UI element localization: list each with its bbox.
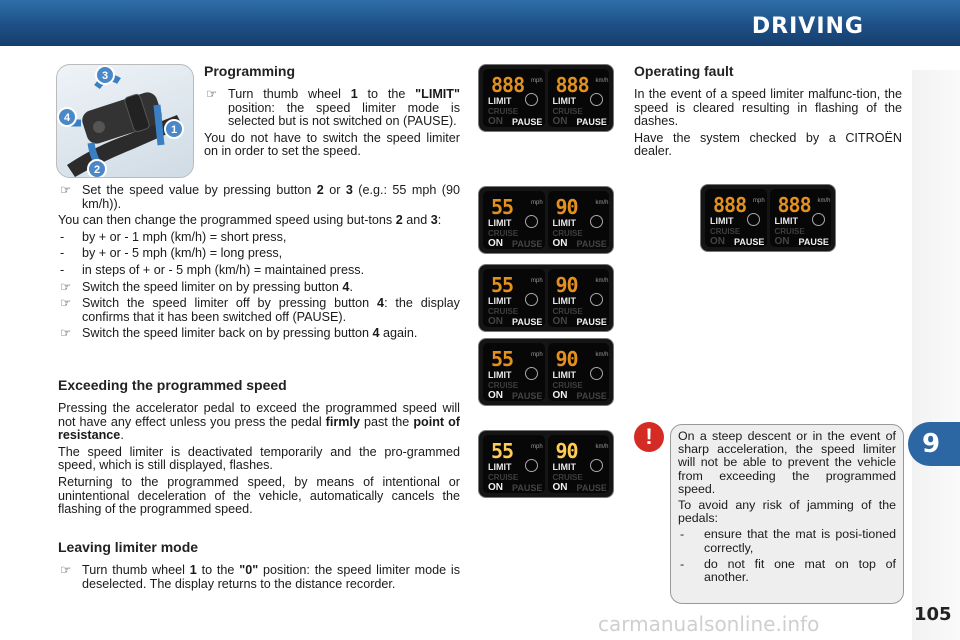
callout-4: 4 xyxy=(63,112,71,124)
exceeding-p3: Returning to the programmed speed, by means of intentional or unintentional deceleration of the vehicle, automatically cancels the flashing of the programmed speed. xyxy=(58,474,460,517)
warning-icon: ! xyxy=(634,422,664,452)
step-set-speed: ☞ Set the speed value by pressing button 2 or 3 (e.g.: 55 mph (90 km/h)). xyxy=(60,183,460,211)
display-speed: 90 xyxy=(555,439,578,463)
watermark: carmanualsonline.info xyxy=(598,612,820,636)
display-speed: 90 xyxy=(555,273,578,297)
warning-item: - ensure that the mat is posi-tioned correctly, xyxy=(680,527,896,555)
programming-note: You do not have to switch the speed limiter on in order to set the speed. xyxy=(204,130,460,159)
warning-p2: To avoid any risk of jamming of the pedals: xyxy=(678,498,896,526)
pointer-icon: ☞ xyxy=(60,279,72,294)
chapter-number: 9 xyxy=(922,429,941,459)
step-switch-back: ☞ Switch the speed limiter back on by pressing button 4 again. xyxy=(60,326,418,341)
display-speed: 90 xyxy=(555,347,578,371)
callout-2: 2 xyxy=(93,164,101,176)
speedometer-icon xyxy=(590,293,603,306)
callout-1: 1 xyxy=(170,124,178,136)
fault-p2: Have the system checked by a CITROËN dealer. xyxy=(634,130,902,159)
display-speed: 888 xyxy=(555,73,589,97)
display-set-speed xyxy=(478,186,614,254)
callout-3: 3 xyxy=(101,70,109,82)
exceeding-text xyxy=(58,402,460,520)
pointer-icon: ☞ xyxy=(60,296,72,311)
fault-p1: In the event of a speed limiter malfunc-tion, the speed is cleared resulting in flashing of the dashes. xyxy=(634,87,902,129)
warning-item: - do not fit one mat on top of another. xyxy=(680,556,896,585)
pointer-icon: ☞ xyxy=(60,183,72,197)
step-leave: ☞ Turn thumb wheel 1 to the "0" position: the speed limiter mode is deselected. The display returns to the distance recorder. xyxy=(60,563,460,591)
speedometer-icon xyxy=(590,215,603,228)
display-speed: 55 xyxy=(491,195,514,219)
display-pane-kmh: 888 km/h LIMIT CRUISE ON PAUSE xyxy=(770,189,832,247)
dash-item: - by + or - 5 mph (km/h) = long press, xyxy=(60,246,283,261)
display-pane-kmh: 90 km/h LIMIT CRUISE ON PAUSE xyxy=(548,343,610,401)
dash-item: - by + or - 1 mph (km/h) = short press, xyxy=(60,229,287,244)
page-number: 105 xyxy=(914,604,952,625)
leaving-text xyxy=(58,564,460,594)
speedometer-icon xyxy=(525,215,538,228)
chapter-tab xyxy=(908,422,960,466)
pointer-icon: ☞ xyxy=(60,563,72,577)
display-pane-kmh: 888 km/h LIMIT CRUISE ON PAUSE xyxy=(548,69,610,127)
display-speed: 55 xyxy=(491,347,514,371)
operating-fault-text xyxy=(634,88,902,162)
display-pane-kmh: 90 km/h LIMIT CRUISE ON PAUSE xyxy=(548,191,610,249)
display-speed: 55 xyxy=(491,273,514,297)
display-pane-mph: 888 mph LIMIT CRUISE ON PAUSE xyxy=(705,189,767,247)
display-pause-dashes xyxy=(478,64,614,132)
speedometer-icon xyxy=(525,93,538,106)
display-fault-dashes xyxy=(700,184,836,252)
speedometer-icon xyxy=(747,213,760,226)
display-pane-mph: 55 mph LIMIT CRUISE ON PAUSE xyxy=(483,435,545,493)
speedometer-icon xyxy=(525,367,538,380)
display-speed: 888 xyxy=(713,193,747,217)
speed-limiter-stalk-photo xyxy=(56,64,194,178)
step-switch-off: ☞ Switch the speed limiter off by pressing button 4: the display confirms that it has been switched off (PAUSE). xyxy=(60,296,460,324)
page-title: DRIVING xyxy=(751,14,864,39)
pointer-icon: ☞ xyxy=(60,326,72,341)
speedometer-icon xyxy=(590,367,603,380)
page-side-strip xyxy=(912,70,960,640)
display-pane-mph: 55 mph LIMIT CRUISE ON PAUSE xyxy=(483,269,545,327)
display-speed: 90 xyxy=(555,195,578,219)
warning-box xyxy=(670,424,904,604)
display-speed: 888 xyxy=(777,193,811,217)
display-flashing xyxy=(478,430,614,498)
change-intro: You can then change the programmed speed using but-tons 2 and 3: xyxy=(58,213,442,228)
dash-item: - in steps of + or - 5 mph (km/h) = maintained press. xyxy=(60,262,365,277)
operating-fault-heading: Operating fault xyxy=(634,63,734,79)
programming-intro xyxy=(204,88,460,162)
step-turn-wheel: ☞ Turn thumb wheel 1 to the "LIMIT" position: the speed limiter mode is selected but is not switched on (PAUSE). xyxy=(206,87,460,129)
display-pane-mph: 888 mph LIMIT CRUISE ON PAUSE xyxy=(483,69,545,127)
speedometer-icon xyxy=(590,459,603,472)
pointer-icon: ☞ xyxy=(206,87,218,101)
step-switch-on: ☞ Switch the speed limiter on by pressing button 4. xyxy=(60,279,353,294)
display-pane-kmh: 90 km/h LIMIT CRUISE ON PAUSE xyxy=(548,435,610,493)
display-pane-mph: 55 mph LIMIT CRUISE ON PAUSE xyxy=(483,343,545,401)
exceeding-heading: Exceeding the programmed speed xyxy=(58,377,287,393)
exceeding-p2: The speed limiter is deactivated temporarily and the pro-grammed speed, which is still displayed, flashes. xyxy=(58,444,460,473)
display-resumed xyxy=(478,338,614,406)
display-paused xyxy=(478,264,614,332)
exceeding-p1: Pressing the accelerator pedal to exceed the programmed speed will not have any effect unless you press the pedal firmly past the point of resistance. xyxy=(58,401,460,443)
speedometer-icon xyxy=(590,93,603,106)
display-speed: 888 xyxy=(491,73,525,97)
header-bar xyxy=(0,0,960,46)
display-speed: 55 xyxy=(491,439,514,463)
programming-steps xyxy=(58,184,460,344)
display-pane-kmh: 90 km/h LIMIT CRUISE ON PAUSE xyxy=(548,269,610,327)
programming-heading: Programming xyxy=(204,63,296,79)
speedometer-icon xyxy=(812,213,825,226)
warning-p1: On a steep descent or in the event of sharp acceleration, the speed limiter will not be able to prevent the vehicle from exceeding the programmed speed. xyxy=(678,429,896,496)
display-pane-mph: 55 mph LIMIT CRUISE ON PAUSE xyxy=(483,191,545,249)
speedometer-icon xyxy=(525,459,538,472)
speedometer-icon xyxy=(525,293,538,306)
leaving-heading: Leaving limiter mode xyxy=(58,539,199,555)
